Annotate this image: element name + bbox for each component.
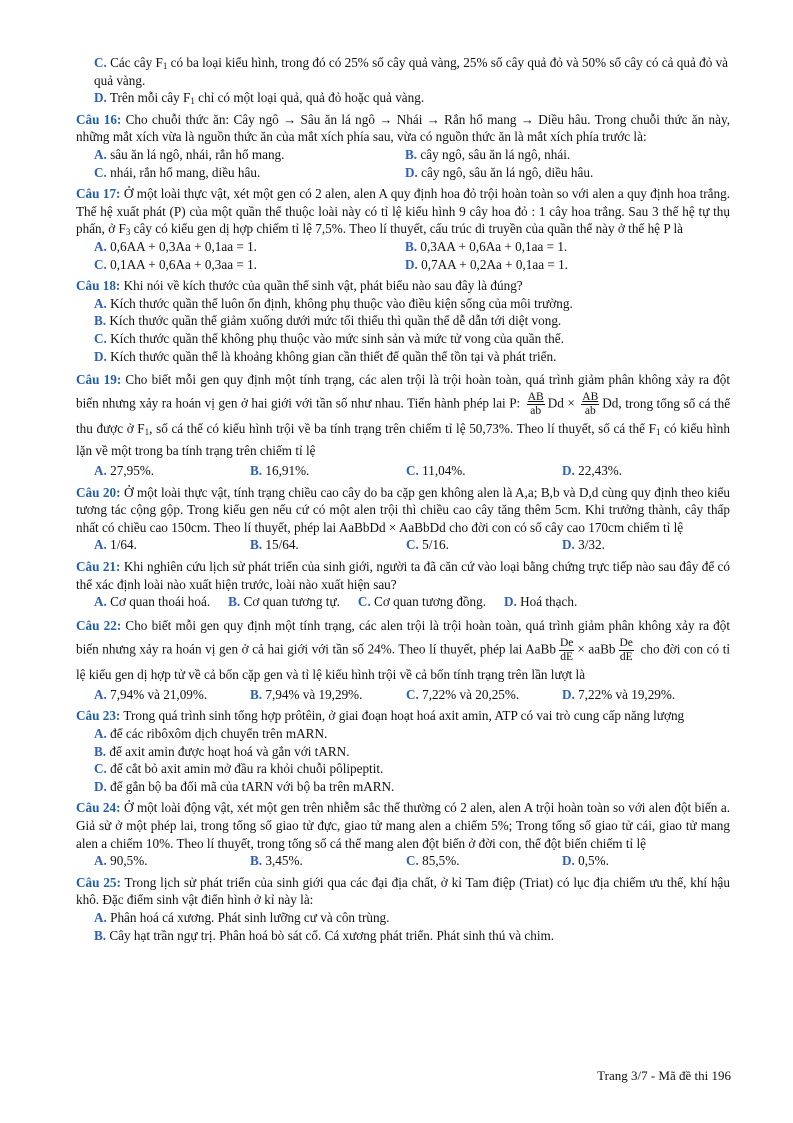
q16-options-row1 — [76, 146, 730, 164]
q16-option-a: A. sâu ăn lá ngô, nhái, rắn hổ mang. — [94, 146, 285, 162]
question-19: Câu 19: Cho biết mỗi gen quy định một tính trạng, các alen trội là trội hoàn toàn, quá trình giảm phân không xảy ra đột biến nhưng xảy ra hoán vị gen ở hai giới với tần số như nhau. Tiến hành phép lai P: $\frac{AB}{ab}$ Dd × $\frac{AB}{ab}$ Dd, trong tổng số cá thể thu được ở $F_1$, số cá thể có kiểu hình trội về ba tính trạng trên chiếm tỉ lệ 50,73%. Theo lí thuyết, số cá thể $F_1$ có kiểu hình lặn về một trong ba tính trạng trên chiếm tỉ lệ — [76, 372, 731, 459]
q24-option-c: C. 85,5%. — [406, 853, 460, 869]
question-20: Câu 20: Ở một loài thực vật, tính trạng chiều cao cây do ba cặp gen không alen là A,a; B,b và D,d cùng quy định theo kiểu tương tác cộng gộp. Trong kiểu gen nếu cứ có một alen trội thì chiều cao cây tăng thêm 5cm. Khi trưởng thành, cây thấp nhất có chiều cao 150cm. Theo lí thuyết, phép lai AaBbDd × AaBbDd cho đời con có số cây cao 170cm chiếm tỉ lệ — [76, 484, 731, 535]
q22-options — [76, 686, 730, 704]
q19-options — [76, 462, 730, 480]
genotype-fraction-3: $\frac{De}{dE}$ — [559, 636, 574, 663]
q21-options — [76, 593, 730, 611]
question-18: Câu 18: Khi nói về kích thước của quần thể sinh vật, phát biểu nào sau đây là đúng? — [76, 278, 523, 294]
question-23: Câu 23: Trong quá trình sinh tổng hợp prôtêin, ở giai đoạn hoạt hoá axit amin, ATP có vai trò cung cấp năng lượng — [76, 708, 685, 724]
q20-option-d: D. 3/32. — [562, 537, 605, 553]
q24-option-a: A. 90,5%. — [94, 853, 148, 869]
q16-options-row2 — [76, 164, 730, 182]
q17-options-row2 — [76, 256, 730, 274]
q16-option-b: B. cây ngô, sâu ăn lá ngô, nhái. — [405, 146, 571, 162]
q23-option-a: A. để các ribôxôm dịch chuyển trên mARN. — [94, 726, 328, 742]
q19-option-d: D. 22,43%. — [562, 463, 623, 479]
q18-option-d: D. Kích thước quần thể là khoảng không gian cần thiết để quần thể tồn tại và phát triển. — [94, 348, 557, 364]
q15-option-d: D. Trên mỗi cây $F_1$ chỉ có một loại quả, quả đỏ hoặc quả vàng. — [94, 90, 425, 107]
question-24: Câu 24: Ở một loài động vật, xét một gen trên nhiễm sắc thể thường có 2 alen, alen A trội hoàn toàn so với alen đột biến a. Giả sử ở một phép lai, trong tổng số giao tử đực, giao tử mang alen a chiếm 5%; Trong tổng số giao tử cái, giao tử mang alen a chiếm 10%. Theo lí thuyết, trong tổng số cá thể mang alen đột biến ở đời con, thể đột biến chiếm tỉ lệ — [76, 800, 730, 851]
q25-option-b: B. Cây hạt trần ngự trị. Phân hoá bò sát cổ. Cá xương phát triển. Phát sinh thú và chim. — [94, 927, 555, 943]
genotype-fraction-4: $\frac{De}{dE}$ — [619, 636, 633, 663]
question-17: Câu 17: Ở một loài thực vật, xét một gen có 2 alen, alen A quy định hoa đỏ trội hoàn toàn so với alen a quy định hoa trắng. Thế hệ xuất phát (P) của một quần thể thuộc loài này có tỉ lệ kiểu hình 9 cây hoa đỏ : 1 cây hoa trắng. Sau 3 thế hệ tự thụ phấn, ở $F_3$ cây có kiểu gen dị hợp chiếm tỉ lệ 7,5%. Theo lí thuyết, cấu trúc di truyền của quần thể này ở thế hệ P là — [76, 186, 731, 238]
q19-option-a: A. 27,95%. — [94, 463, 155, 479]
q17-option-b: B. 0,3AA + 0,6Aa + 0,1aa = 1. — [405, 238, 568, 254]
q23-option-b: B. để axit amin được hoạt hoá và gắn với tARN. — [94, 743, 350, 759]
q16-option-c: C. nhái, rắn hổ mang, diều hâu. — [94, 164, 261, 180]
q20-option-c: C. 5/16. — [406, 537, 449, 553]
q15-option-c: C. Các cây $F_1$ có ba loại kiểu hình, trong đó có 25% số cây quả vàng, 25% số cây quả đỏ và 50% số cây có cả quả đỏ và quả vàng. — [94, 55, 729, 88]
q17-option-d: D. 0,7AA + 0,2Aa + 0,1aa = 1. — [405, 256, 568, 272]
q22-option-b: B. 7,94% và 19,29%. — [250, 686, 363, 702]
question-25: Câu 25: Trong lịch sử phát triển của sinh giới qua các đại địa chất, ở kỉ Tam điệp (Triat) có lục địa chiếm ưu thế, khí hậu khô. Đặc điểm sinh vật điển hình ở kỉ này là: — [76, 874, 731, 908]
q22-option-c: C. 7,22% và 20,25%. — [406, 686, 520, 702]
page-content — [76, 54, 730, 944]
q20-options — [76, 536, 730, 554]
question-16: Câu 16: Cho chuỗi thức ăn: Cây ngô → Sâu ăn lá ngô → Nhái → Rắn hổ mang → Diều hâu. Trong chuỗi thức ăn này, những mắt xích vừa là nguồn thức ăn của mắt xích phía sau, vừa có nguồn thức ăn là mắt xích phía trước là: — [76, 111, 730, 145]
genotype-fraction-1: $\frac{AB}{ab}$ — [527, 391, 544, 418]
q18-option-b: B. Kích thước quần thể giảm xuống dưới mức tối thiểu thì quần thể dễ dẫn tới diệt vong. — [94, 313, 562, 329]
q17-options-row1 — [76, 238, 730, 256]
genotype-fraction-2: $\frac{AB}{ab}$ — [582, 391, 599, 418]
q21-option-a: A. Cơ quan thoái hoá. — [94, 594, 211, 610]
q21-option-b: B. Cơ quan tương tự. — [228, 594, 340, 610]
q18-option-a: A. Kích thước quần thể luôn ổn định, không phụ thuộc vào điều kiện sống của môi trường. — [94, 295, 573, 311]
q22-option-d: D. 7,22% và 19,29%. — [562, 686, 676, 702]
question-22: Câu 22: Cho biết mỗi gen quy định một tính trạng, các alen trội là trội hoàn toàn, quá trình giảm phân không xảy ra đột biến nhưng xảy ra hoán vị gen ở cả hai giới với tần số 24%. Theo lí thuyết, phép lai AaBb $\frac{De}{dE}$ × aaBb $\frac{De}{dE}$ cho đời con có tỉ lệ kiểu gen dị hợp tử về cả bốn cặp gen và tỉ lệ kiểu hình trội về cả bốn tính trạng trên lần lượt là — [76, 617, 731, 682]
question-21: Câu 21: Khi nghiên cứu lịch sử phát triển của sinh giới, người ta đã căn cứ vào loại bằng chứng trực tiếp nào sau đây để có thể xác định loài nào xuất hiện trước, loài nào xuất hiện sau? — [76, 559, 731, 592]
q20-option-a: A. 1/64. — [94, 537, 137, 553]
q17-option-a: A. 0,6AA + 0,3Aa + 0,1aa = 1. — [94, 238, 257, 254]
q24-options — [76, 852, 730, 870]
q25-option-a: A. Phân hoá cá xương. Phát sinh lưỡng cư và côn trùng. — [94, 909, 390, 925]
q17-option-c: C. 0,1AA + 0,6Aa + 0,3aa = 1. — [94, 256, 257, 272]
q23-option-d: D. để gắn bộ ba đối mã của tARN với bộ ba trên mARN. — [94, 778, 395, 794]
q18-option-c: C. Kích thước quần thể không phụ thuộc vào mức sinh sản và mức tử vong của quần thể. — [94, 330, 564, 346]
q20-option-b: B. 15/64. — [250, 537, 299, 553]
q23-option-c: C. để cắt bỏ axit amin mở đầu ra khỏi chuỗi pôlipeptit. — [94, 761, 384, 777]
q24-option-d: D. 0,5%. — [562, 853, 609, 869]
q21-option-c: C. Cơ quan tương đồng. — [357, 594, 486, 610]
q19-option-c: C. 11,04%. — [406, 463, 466, 479]
page-footer: Trang 3/7 - Mã đề thi 196 — [597, 1068, 731, 1083]
q21-option-d: D. Hoá thạch. — [504, 594, 578, 610]
q19-option-b: B. 16,91%. — [250, 463, 310, 479]
q24-option-b: B. 3,45%. — [250, 853, 303, 869]
q16-option-d: D. cây ngô, sâu ăn lá ngô, diều hâu. — [405, 164, 594, 180]
q22-option-a: A. 7,94% và 21,09%. — [94, 686, 208, 702]
